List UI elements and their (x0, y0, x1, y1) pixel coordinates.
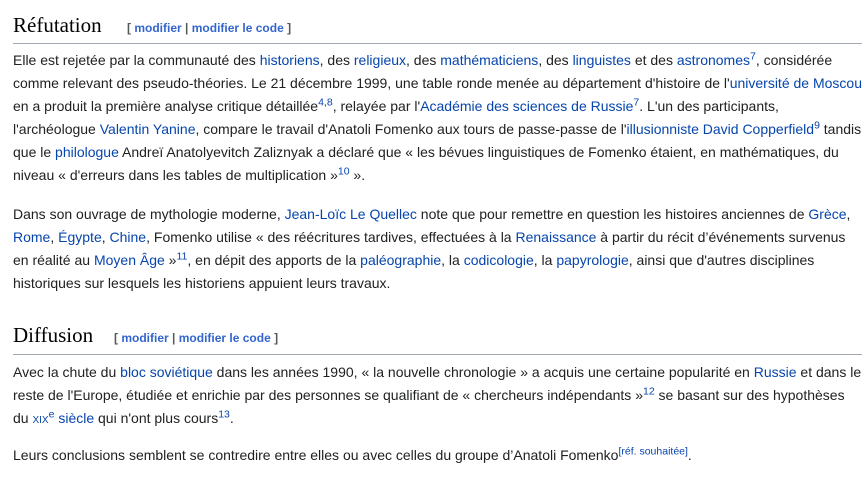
edit-code-link[interactable]: modifier le code (178, 331, 271, 345)
link-paleographie[interactable]: paléographie (360, 252, 442, 268)
link-renaissance[interactable]: Renaissance (515, 229, 597, 245)
ref-link[interactable]: 13 (218, 408, 230, 421)
link-papyrologie[interactable]: papyrologie (556, 252, 629, 268)
link-russie[interactable]: Russie (753, 364, 797, 380)
bracket-open: [ (127, 21, 131, 35)
link-egypte[interactable]: Égypte (58, 229, 102, 245)
link-rome[interactable]: Rome (13, 229, 51, 245)
ref-link[interactable]: 10 (337, 165, 350, 178)
paragraph-diffusion-2: Leurs conclusions semblent se contredire entre elles ou avec celles du groupe d’Anatoli Fomenko[réf. souhaitée]. (13, 445, 692, 463)
link-david-copperfield[interactable]: David Copperfield (702, 121, 815, 137)
bracket-close: ] (274, 331, 279, 345)
ref-link[interactable]: 7 (633, 96, 640, 109)
bracket-open: [ (114, 331, 118, 345)
section-title: Réfutation (13, 13, 102, 37)
ref-link[interactable]: 9 (814, 119, 820, 132)
reference-12 (643, 385, 655, 397)
ref-link[interactable]: 8 (326, 96, 333, 109)
link-grece[interactable]: Grèce (808, 206, 847, 222)
edit-section-links (114, 331, 278, 345)
ref-link[interactable]: 12 (642, 385, 655, 398)
separator: | (185, 21, 189, 35)
link-universite-moscou[interactable]: université de Moscou (729, 75, 862, 91)
ref-souhaitee-link[interactable]: [réf. souhaitée] (618, 445, 688, 458)
reference-4-8: 4,8 (318, 96, 333, 109)
paragraph-diffusion-1: Avec la chute du bloc soviétique dans les années 1990, « la nouvelle chronologie » a acquis une certaine popularité en Russie et dans le reste de l'Europe, étudiée et enrichie par des personnes se qualifiant de « chercheurs indépendants »$^{12}$ se basant sur des hypothèses du xix$^e$ siècle qui n'ont plus cours$^{13}$. (13, 364, 862, 426)
edit-section-links (127, 21, 291, 35)
paragraph-refutation-2: Dans son ouvrage de mythologie moderne, Jean-Loïc Le Quellec note que pour remettre en question les histoires anciennes de Grèce, Rome, Égypte, Chine, Fomenko utilise « des réécritures tardives, effectuées à la Renaissance à partir du récit d’événements survenus en réalité au Moyen Âge »$^{11}$, en dépit des apports de la paléographie, la codicologie, la papyrologie, ainsi que d'autres disciplines historiques sur lesquels les historiens appuient leurs travaux. (13, 206, 851, 291)
separator: | (172, 331, 176, 345)
paragraph-refutation-1: Elle est rejetée par la communauté des historiens, des religieux, des mathématiciens, des linguistes et des astronomes$^7$, considérée comme relevant des pseudo-théories. Le 21 décembre 1999, une table ronde menée au département d'histoire de l'université de Moscou en a produit la première analyse critique détaillée$^{4,8}$, relayée par l'Académie des sciences de Russie$^7$. L'un des participants, l'archéologue Valentin Yanine, compare le travail d'Anatoli Fomenko aux tours de passe-passe de l'illusionniste David Copperfield$^9$ tandis que le philologue Andreï Anatolyevitch Zaliznyak a déclaré que « les bévues linguistiques de Fomenko étaient, en mathématiques, du niveau « d'erreurs dans les tables de multiplication »$^{10}$ ». (13, 50, 862, 183)
section-heading-diffusion (13, 320, 862, 355)
reference-11 (176, 250, 187, 262)
link-philologue[interactable]: philologue (55, 144, 119, 160)
link-bloc-sovietique[interactable]: bloc soviétique (120, 364, 213, 380)
link-jean-loic-le-quellec[interactable]: Jean-Loïc Le Quellec (284, 206, 417, 222)
link-chine[interactable]: Chine (109, 229, 147, 245)
reference-13 (218, 408, 230, 420)
reference-10 (338, 165, 350, 177)
ref-link[interactable]: 7 (750, 50, 756, 63)
link-xixe-siecle[interactable]: xix$^e$ siècle (32, 408, 95, 426)
ref-link[interactable]: 11 (176, 250, 188, 263)
edit-link[interactable]: modifier (134, 21, 182, 35)
edit-link[interactable]: modifier (121, 331, 169, 345)
section-title: Diffusion (13, 323, 94, 347)
link-historiens[interactable]: historiens (259, 52, 320, 68)
citation-needed (618, 445, 687, 457)
ref-link[interactable]: 4 (318, 96, 324, 109)
link-valentin-yanine[interactable]: Valentin Yanine (99, 121, 196, 137)
link-religieux[interactable]: religieux (353, 52, 407, 68)
link-moyen-age[interactable]: Moyen Âge (93, 252, 165, 268)
link-codicologie[interactable]: codicologie (463, 252, 534, 268)
section-heading-refutation (13, 10, 862, 44)
edit-code-link[interactable]: modifier le code (191, 21, 284, 35)
link-linguistes[interactable]: linguistes (572, 52, 631, 68)
link-mathematiciens[interactable]: mathématiciens (440, 52, 539, 68)
link-illusionniste[interactable]: illusionniste (626, 121, 699, 137)
bracket-close: ] (287, 21, 292, 35)
link-astronomes[interactable]: astronomes (676, 52, 751, 68)
link-academie-sciences-russie[interactable]: Académie des sciences de Russie (420, 98, 634, 114)
